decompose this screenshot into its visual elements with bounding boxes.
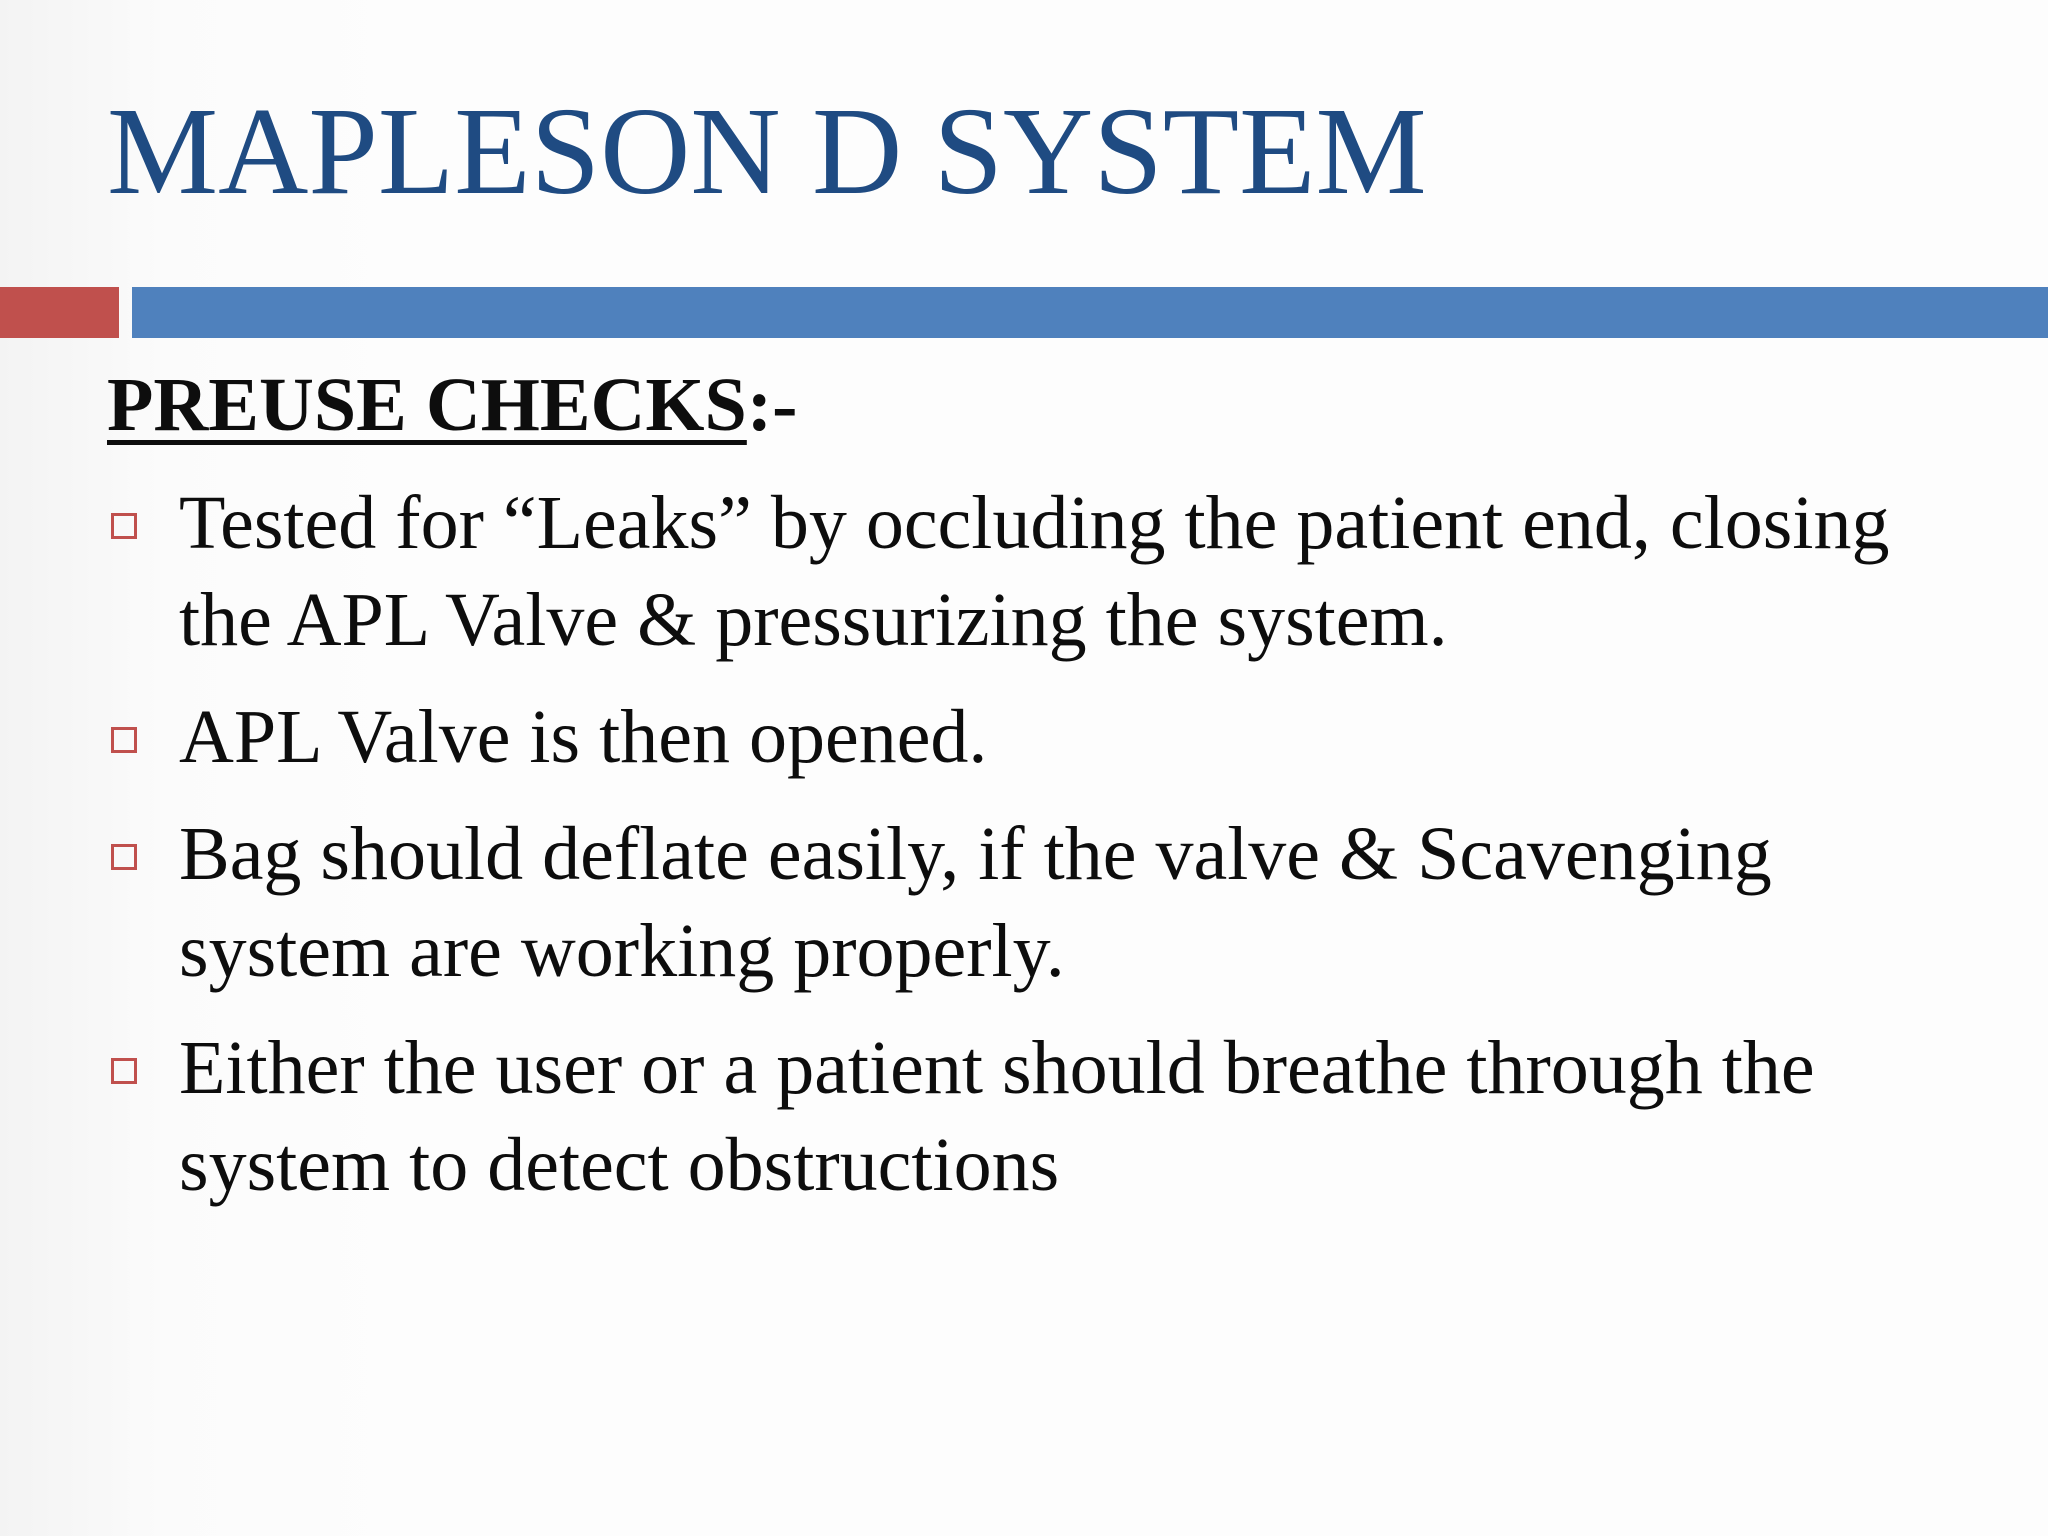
accent-bar-red — [0, 287, 119, 338]
bullet-text: Either the user or a patient should breathe through the system to detect obstructions — [179, 1026, 1815, 1207]
square-outline-icon — [111, 513, 137, 539]
bullet-item — [107, 689, 1987, 786]
section-heading-suffix: :- — [746, 363, 798, 447]
bullet-list — [107, 475, 1987, 1234]
square-outline-icon — [111, 1058, 137, 1084]
square-outline-icon — [111, 727, 137, 753]
bullet-text: Tested for “Leaks” by occluding the patient end, closing the APL Valve & pressurizing the system. — [179, 481, 1890, 662]
bullet-item — [107, 806, 1987, 1000]
slide-title: MAPLESON D SYSTEM — [107, 83, 1427, 221]
bullet-text: Bag should deflate easily, if the valve & Scavenging system are working properly. — [179, 812, 1772, 993]
bullet-text: APL Valve is then opened. — [179, 695, 988, 779]
accent-bar-blue — [132, 287, 2048, 338]
section-heading-label: PREUSE CHECKS — [107, 363, 747, 447]
section-heading — [107, 360, 797, 450]
bullet-item — [107, 475, 1987, 669]
square-outline-icon — [111, 844, 137, 870]
bullet-item — [107, 1020, 1987, 1214]
